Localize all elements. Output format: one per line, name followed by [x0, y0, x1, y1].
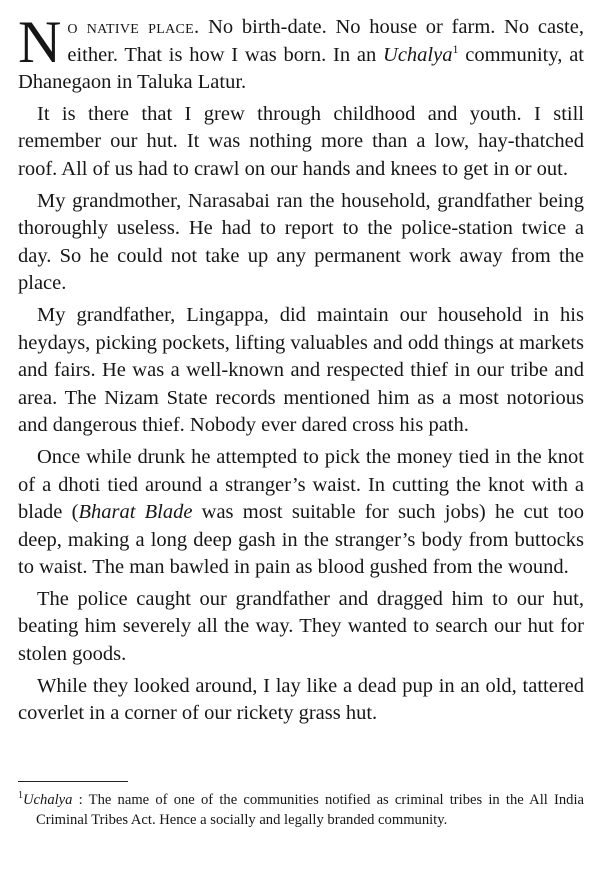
footnote-marker: 1 — [18, 790, 23, 802]
paragraph-1 — [18, 9, 584, 97]
footnote-divider — [18, 781, 128, 782]
paragraph-1-text-b: community, at Dhanegaon in Taluka Latur. — [18, 43, 584, 94]
opening-small-caps: o native place. — [67, 16, 200, 38]
paragraph-6: The police caught our grandfather and dragged him to our hut, beating him severely all the way. They wanted to search our hut for stolen goods. — [18, 587, 584, 666]
page-body — [18, 9, 584, 728]
paragraph-5 — [18, 444, 584, 582]
footnote-ref-1[interactable]: 1 — [452, 41, 459, 56]
footnote-text: : The name of one of the communities notified as criminal tribes in the All India Criminal Tribes Act. Hence a socially and legally branded community. — [36, 792, 584, 828]
term-bharat-blade: Bharat Blade — [78, 501, 193, 524]
paragraph-5-text-b: was most suitable for such jobs) he cut too deep, making a long deep gash in the stranger’s body from buttocks to waist. The man bawled in pain as blood gushed from the wound. — [18, 501, 584, 579]
paragraph-3: My grandmother, Narasabai ran the household, grandfather being thoroughly useless. He had to report to the police-station twice a day. So he could not take up any permanent work away from the place. — [18, 189, 584, 295]
footnote — [18, 791, 584, 830]
paragraph-7: While they looked around, I lay like a dead pup in an old, tattered coverlet in a corner of our rickety grass hut. — [18, 674, 584, 725]
paragraph-4: My grandfather, Lingappa, did maintain our household in his heydays, picking pockets, lifting valuables and odd things at markets and fairs. He was a well-known and respected thief in our tribe and area. The Nizam State records mentioned him as a most notorious and dangerous thief. Nobody ever dared cross his path. — [18, 303, 584, 437]
paragraph-1-text-a: No birth-date. No house or farm. No caste, either. That is how I was born. In an — [67, 16, 584, 66]
term-uchalya: Uchalya — [383, 43, 453, 66]
footnote-body — [18, 791, 584, 830]
footnote-term: Uchalya — [23, 792, 73, 808]
paragraph-2: It is there that I grew through childhood and youth. I still remember our hut. It was nothing more than a low, hay-thatched roof. All of us had to crawl on our hands and knees to get in or out. — [18, 102, 584, 180]
paragraph-5-text-a: Once while drunk he attempted to pick the money tied in the knot of a dhoti tied around a stranger’s waist. In cutting the knot with a blade ( — [18, 445, 584, 524]
drop-cap: N — [18, 9, 62, 75]
